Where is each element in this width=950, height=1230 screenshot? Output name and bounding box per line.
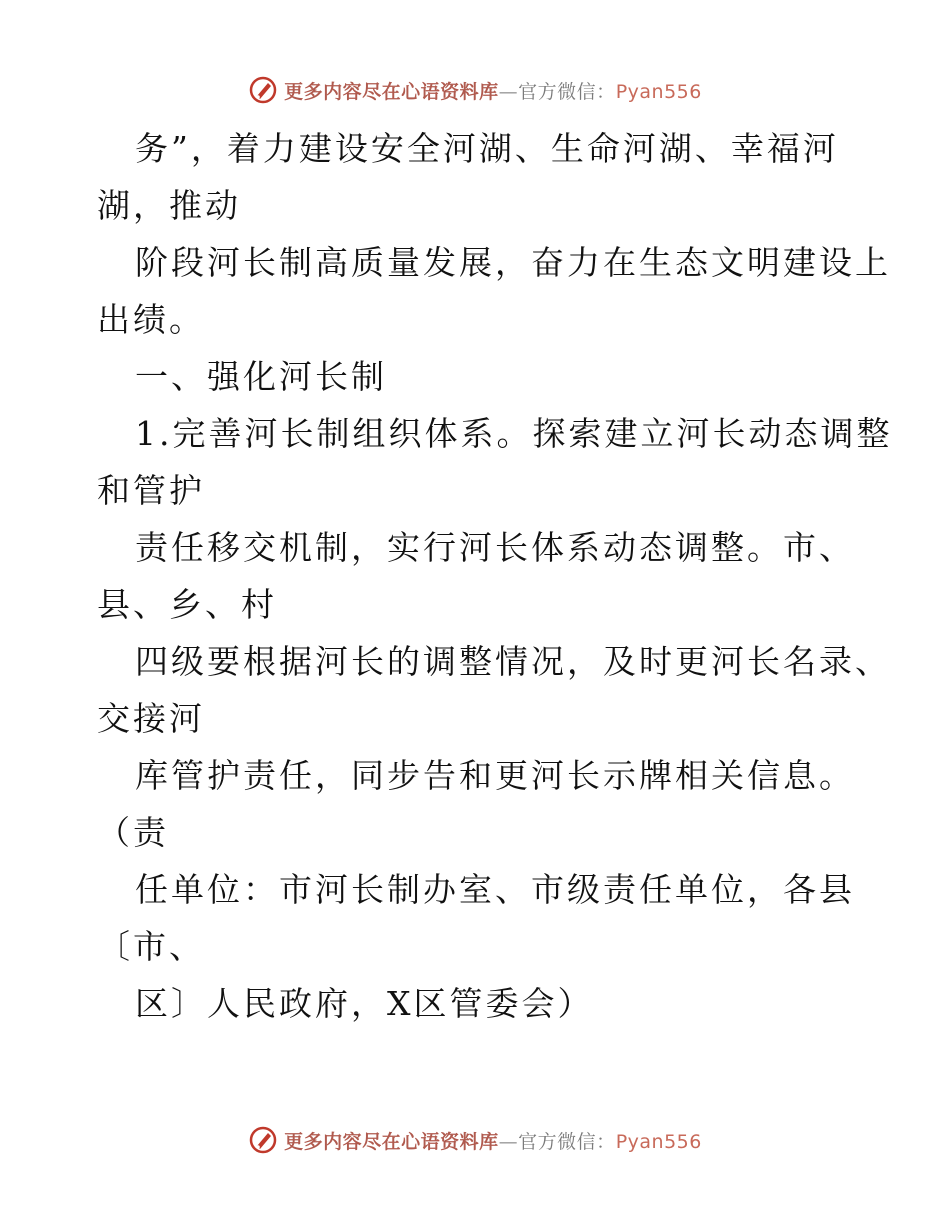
text-line: 和管护 [97, 471, 205, 510]
text-line: 1.完善河长制组织体系。探索建立河长动态调整 [135, 414, 893, 453]
watermark-prefix: 更多内容尽在心语资料库 [284, 80, 499, 103]
watermark-label: 官方微信： [518, 80, 616, 103]
section-heading: 一、强化河长制 [135, 357, 387, 396]
document-body [97, 120, 893, 1032]
watermark-wechat-id: Pyan556 [615, 1130, 702, 1153]
pen-logo-icon [248, 1125, 278, 1155]
watermark-prefix: 更多内容尽在心语资料库 [284, 1130, 499, 1153]
header-watermark [0, 70, 950, 110]
watermark-separator: — [498, 1130, 519, 1153]
text-line: 区〕人民政府，X区管委会） [135, 984, 594, 1023]
text-line: 交接河 [97, 699, 205, 738]
text-line: （责 [97, 813, 169, 852]
watermark-text [284, 77, 702, 104]
text-line: 任单位：市河长制办室、市级责任单位，各县 [135, 870, 855, 909]
text-line: 库管护责任，同步告和更河长示牌相关信息。 [135, 756, 855, 795]
text-line: 〔市、 [97, 927, 205, 966]
watermark-separator: — [498, 80, 519, 103]
text-line: 县、乡、村 [97, 585, 277, 624]
text-line: 四级要根据河长的调整情况，及时更河长名录、 [135, 642, 891, 681]
watermark-label: 官方微信： [518, 1130, 616, 1153]
watermark-wechat-id: Pyan556 [615, 80, 702, 103]
footer-watermark [0, 1120, 950, 1160]
text-line: 出绩。 [97, 300, 205, 339]
text-line: 阶段河长制高质量发展，奋力在生态文明建设上 [135, 243, 891, 282]
pen-logo-icon [248, 75, 278, 105]
text-line: 湖，推动 [97, 186, 241, 225]
watermark-text [284, 1127, 702, 1154]
text-line: 务”，着力建设安全河湖、生命河湖、幸福河 [135, 129, 839, 168]
text-line: 责任移交机制，实行河长体系动态调整。市、 [135, 528, 855, 567]
